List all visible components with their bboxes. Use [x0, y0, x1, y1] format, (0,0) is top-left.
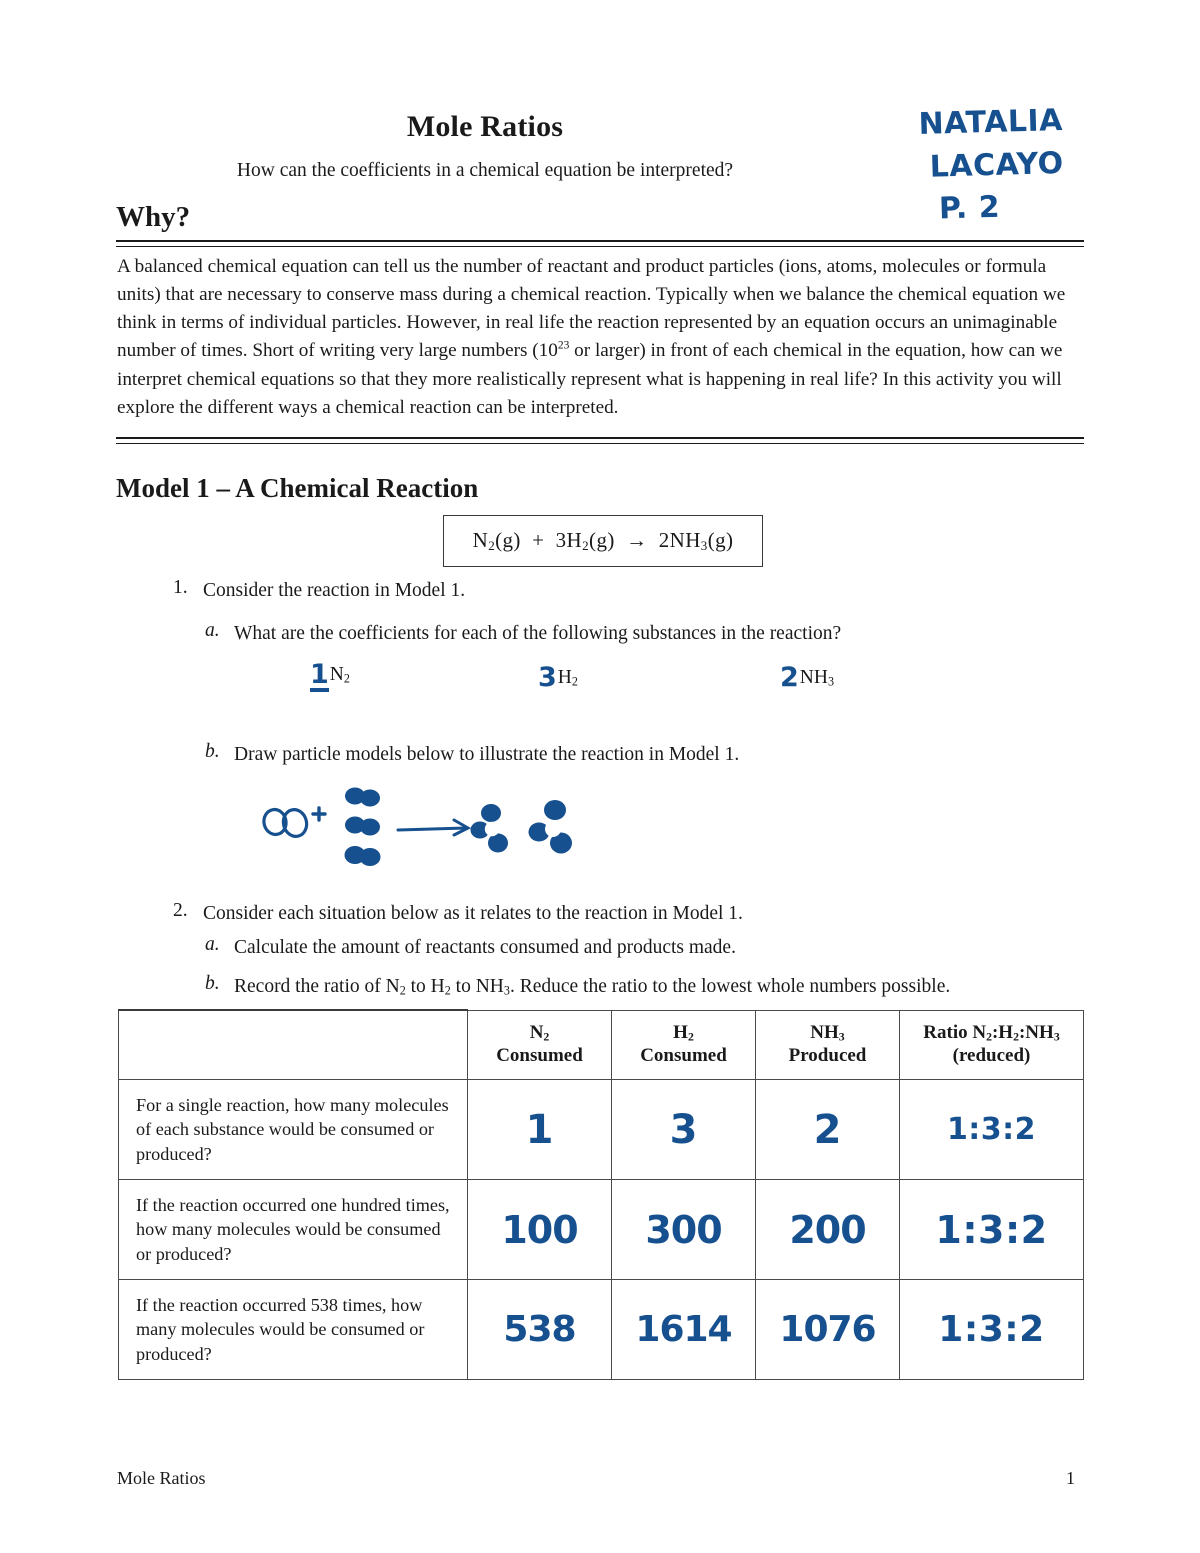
table-row [119, 1280, 1084, 1380]
coefficient-answer-h2 [538, 662, 578, 693]
table-row-2-prompt: If the reaction occurred one hundred times, how many molecules would be consumed or produced? [119, 1180, 468, 1280]
handwritten-student-name [918, 100, 1066, 232]
table-header-row [119, 1010, 1084, 1080]
chemical-equation-box [443, 515, 763, 567]
table-header-nh3-symbol: NH [810, 1021, 839, 1043]
why-body-paragraph [117, 253, 1083, 422]
table-row-3-ratio-answer[interactable]: 1:3:2 [900, 1280, 1084, 1380]
table-header-nh3-subscript: 3 [838, 1030, 845, 1044]
page-subtitle: How can the coefficients in a chemical equation be interpreted? [236, 160, 734, 181]
question-2b-part-4: . Reduce the ratio to the lowest whole numbers possible. [509, 976, 951, 997]
table-row-1-n2-answer[interactable]: 1 [468, 1080, 612, 1180]
why-heading: Why? [116, 201, 191, 233]
handwritten-particle-model-drawing [258, 786, 598, 874]
question-2b-sub-nh3: 3 [503, 983, 510, 998]
question-2-text: Consider each situation below as it relates to the reaction in Model 1. [203, 903, 743, 924]
coefficient-sub-h2: 2 [571, 674, 578, 689]
particle-model-svg [258, 786, 598, 874]
table-header-n2-symbol: N [529, 1021, 544, 1043]
table-header-h2-symbol: H [673, 1021, 688, 1043]
reaction-arrow-drawing [398, 820, 468, 835]
table-row-2-n2-answer[interactable]: 100 [468, 1180, 612, 1280]
question-2a-text: Calculate the amount of reactants consumed and products made. [234, 937, 736, 958]
why-body-part-1: A balanced chemical equation can tell us the number of reactant and product particles (ions, atoms, molecules or formula units) that are necessary to conserve mass during a chemical reaction. Typically when we balance the chemical equation we think in terms of individual particles. However, in real life the reaction represented by an equation occurs an unimaginable number of times. Short of writing very large numbers (10 [117, 256, 1066, 362]
mole-ratio-answer-table [118, 1009, 1084, 1380]
table-header-nh3-action: Produced [788, 1044, 867, 1066]
n2-molecule-drawing [262, 807, 310, 839]
coefficient-label-nh3: $NH_3$ [799, 667, 835, 689]
table-row-1-prompt: For a single reaction, how many molecules of each substance would be consumed or produced? [119, 1080, 468, 1180]
question-2a-number: a. [205, 934, 220, 955]
table-header-nh3-produced [756, 1010, 900, 1080]
table-header-ratio-pre: Ratio N [923, 1021, 987, 1043]
table-header-ratio [900, 1010, 1084, 1080]
table-header-n2-consumed [468, 1010, 612, 1080]
divider-rule-bottom [116, 437, 1084, 444]
question-2b-text [234, 973, 1054, 1001]
handwritten-name-line-3: P. 2 [938, 189, 1001, 227]
coefficient-label-n2: $N_2$ [329, 664, 350, 686]
table-row-3-prompt: If the reaction occurred 538 times, how many molecules would be consumed or produced? [119, 1280, 468, 1380]
table-header-ratio-sub-1: 2 [986, 1030, 992, 1044]
coefficient-label-h2: $H_2$ [557, 667, 578, 689]
question-1-number: 1. [173, 577, 188, 598]
plus-sign-drawing [313, 808, 325, 820]
handwritten-coefficient-n2: 1 [310, 659, 329, 690]
table-header-n2-formula [530, 1022, 550, 1043]
coefficient-sub-n2: 2 [343, 671, 350, 686]
table-header-n2-subscript: 2 [543, 1030, 550, 1044]
table-row [119, 1080, 1084, 1180]
table-row-1-h2-answer[interactable]: 3 [612, 1080, 756, 1180]
question-1a-number: a. [205, 620, 220, 641]
table-header-ratio-mid-2: :NH [1018, 1021, 1054, 1043]
why-body-part-2: or larger) in front of each chemical in the equation, how can we interpret chemical equations so that they more realistically represent what is happening in real life? In this activity you will explore the different ways a chemical reaction can be interpreted. [117, 340, 1063, 418]
question-2b-number: b. [205, 973, 220, 994]
handwritten-coefficient-nh3: 2 [780, 662, 799, 693]
table-header-h2-action: Consumed [640, 1044, 727, 1066]
table-header-ratio-note: (reduced) [952, 1044, 1031, 1066]
question-2b-part-3: to NH [450, 976, 504, 997]
question-1-text: Consider the reaction in Model 1. [203, 580, 466, 601]
handwritten-name-line-1: NATALIA [918, 102, 1064, 142]
question-2b-sub-h2: 2 [444, 983, 451, 998]
coefficient-answer-nh3 [780, 662, 834, 693]
table-row-2-h2-answer[interactable]: 300 [612, 1180, 756, 1280]
question-1a-text: What are the coefficients for each of the following substances in the reaction? [234, 623, 842, 644]
table-header-h2-formula [673, 1022, 694, 1043]
table-header-ratio-formula [923, 1022, 1059, 1043]
table-row-3-n2-answer[interactable]: 538 [468, 1280, 612, 1380]
question-1b-number: b. [205, 741, 220, 762]
question-2b-part-2: to H [405, 976, 445, 997]
table-row-3-nh3-answer[interactable]: 1076 [756, 1280, 900, 1380]
table-row-1-ratio-answer[interactable]: 1:3:2 [900, 1080, 1084, 1180]
table-row-2-nh3-answer[interactable]: 200 [756, 1180, 900, 1280]
table-header-h2-consumed [612, 1010, 756, 1080]
table-header-n2-action: Consumed [496, 1044, 583, 1066]
table-header-nh3-formula [810, 1022, 844, 1043]
why-body-exponent: 23 [557, 339, 570, 352]
coefficient-sub-nh3: 3 [827, 674, 835, 689]
handwritten-coefficient-h2: 3 [538, 662, 557, 693]
question-2b-sub-n2: 2 [399, 983, 406, 998]
coefficient-answer-row [300, 658, 920, 698]
table-header [119, 1010, 1084, 1080]
table-body [119, 1080, 1084, 1380]
table-row-3-h2-answer[interactable]: 1614 [612, 1280, 756, 1380]
question-2-number: 2. [173, 900, 188, 921]
divider-rule-top [116, 240, 1084, 247]
page-title: Mole Ratios [406, 110, 564, 143]
model1-heading: Model 1 – A Chemical Reaction [116, 473, 479, 503]
chemical-equation-text: $N_2(g) + 3H_2(g) \to 2NH_3(g)$ [472, 528, 734, 553]
coefficient-answer-n2 [310, 659, 350, 692]
nh3-molecule-1-drawing [471, 804, 509, 853]
question-1b-text: Draw particle models below to illustrate the reaction in Model 1. [234, 744, 740, 765]
table-header-blank [119, 1010, 468, 1080]
table-row [119, 1180, 1084, 1280]
table-header-h2-subscript: 2 [687, 1030, 694, 1044]
question-2b-part-1: Record the ratio of N [234, 976, 400, 997]
handwritten-name-line-2: LACAYO [929, 145, 1065, 185]
nh3-molecule-2-drawing [529, 800, 573, 854]
table-row-1-nh3-answer[interactable]: 2 [756, 1080, 900, 1180]
h2-molecules-drawing [345, 788, 381, 867]
table-header-ratio-mid-1: :H [991, 1021, 1014, 1043]
table-header-ratio-sub-3: 3 [1053, 1030, 1060, 1044]
table-row-2-ratio-answer[interactable]: 1:3:2 [900, 1180, 1084, 1280]
footer-title: Mole Ratios [117, 1468, 206, 1488]
table-header-ratio-sub-2: 2 [1013, 1030, 1019, 1044]
footer-page-number: 1 [1066, 1468, 1075, 1488]
